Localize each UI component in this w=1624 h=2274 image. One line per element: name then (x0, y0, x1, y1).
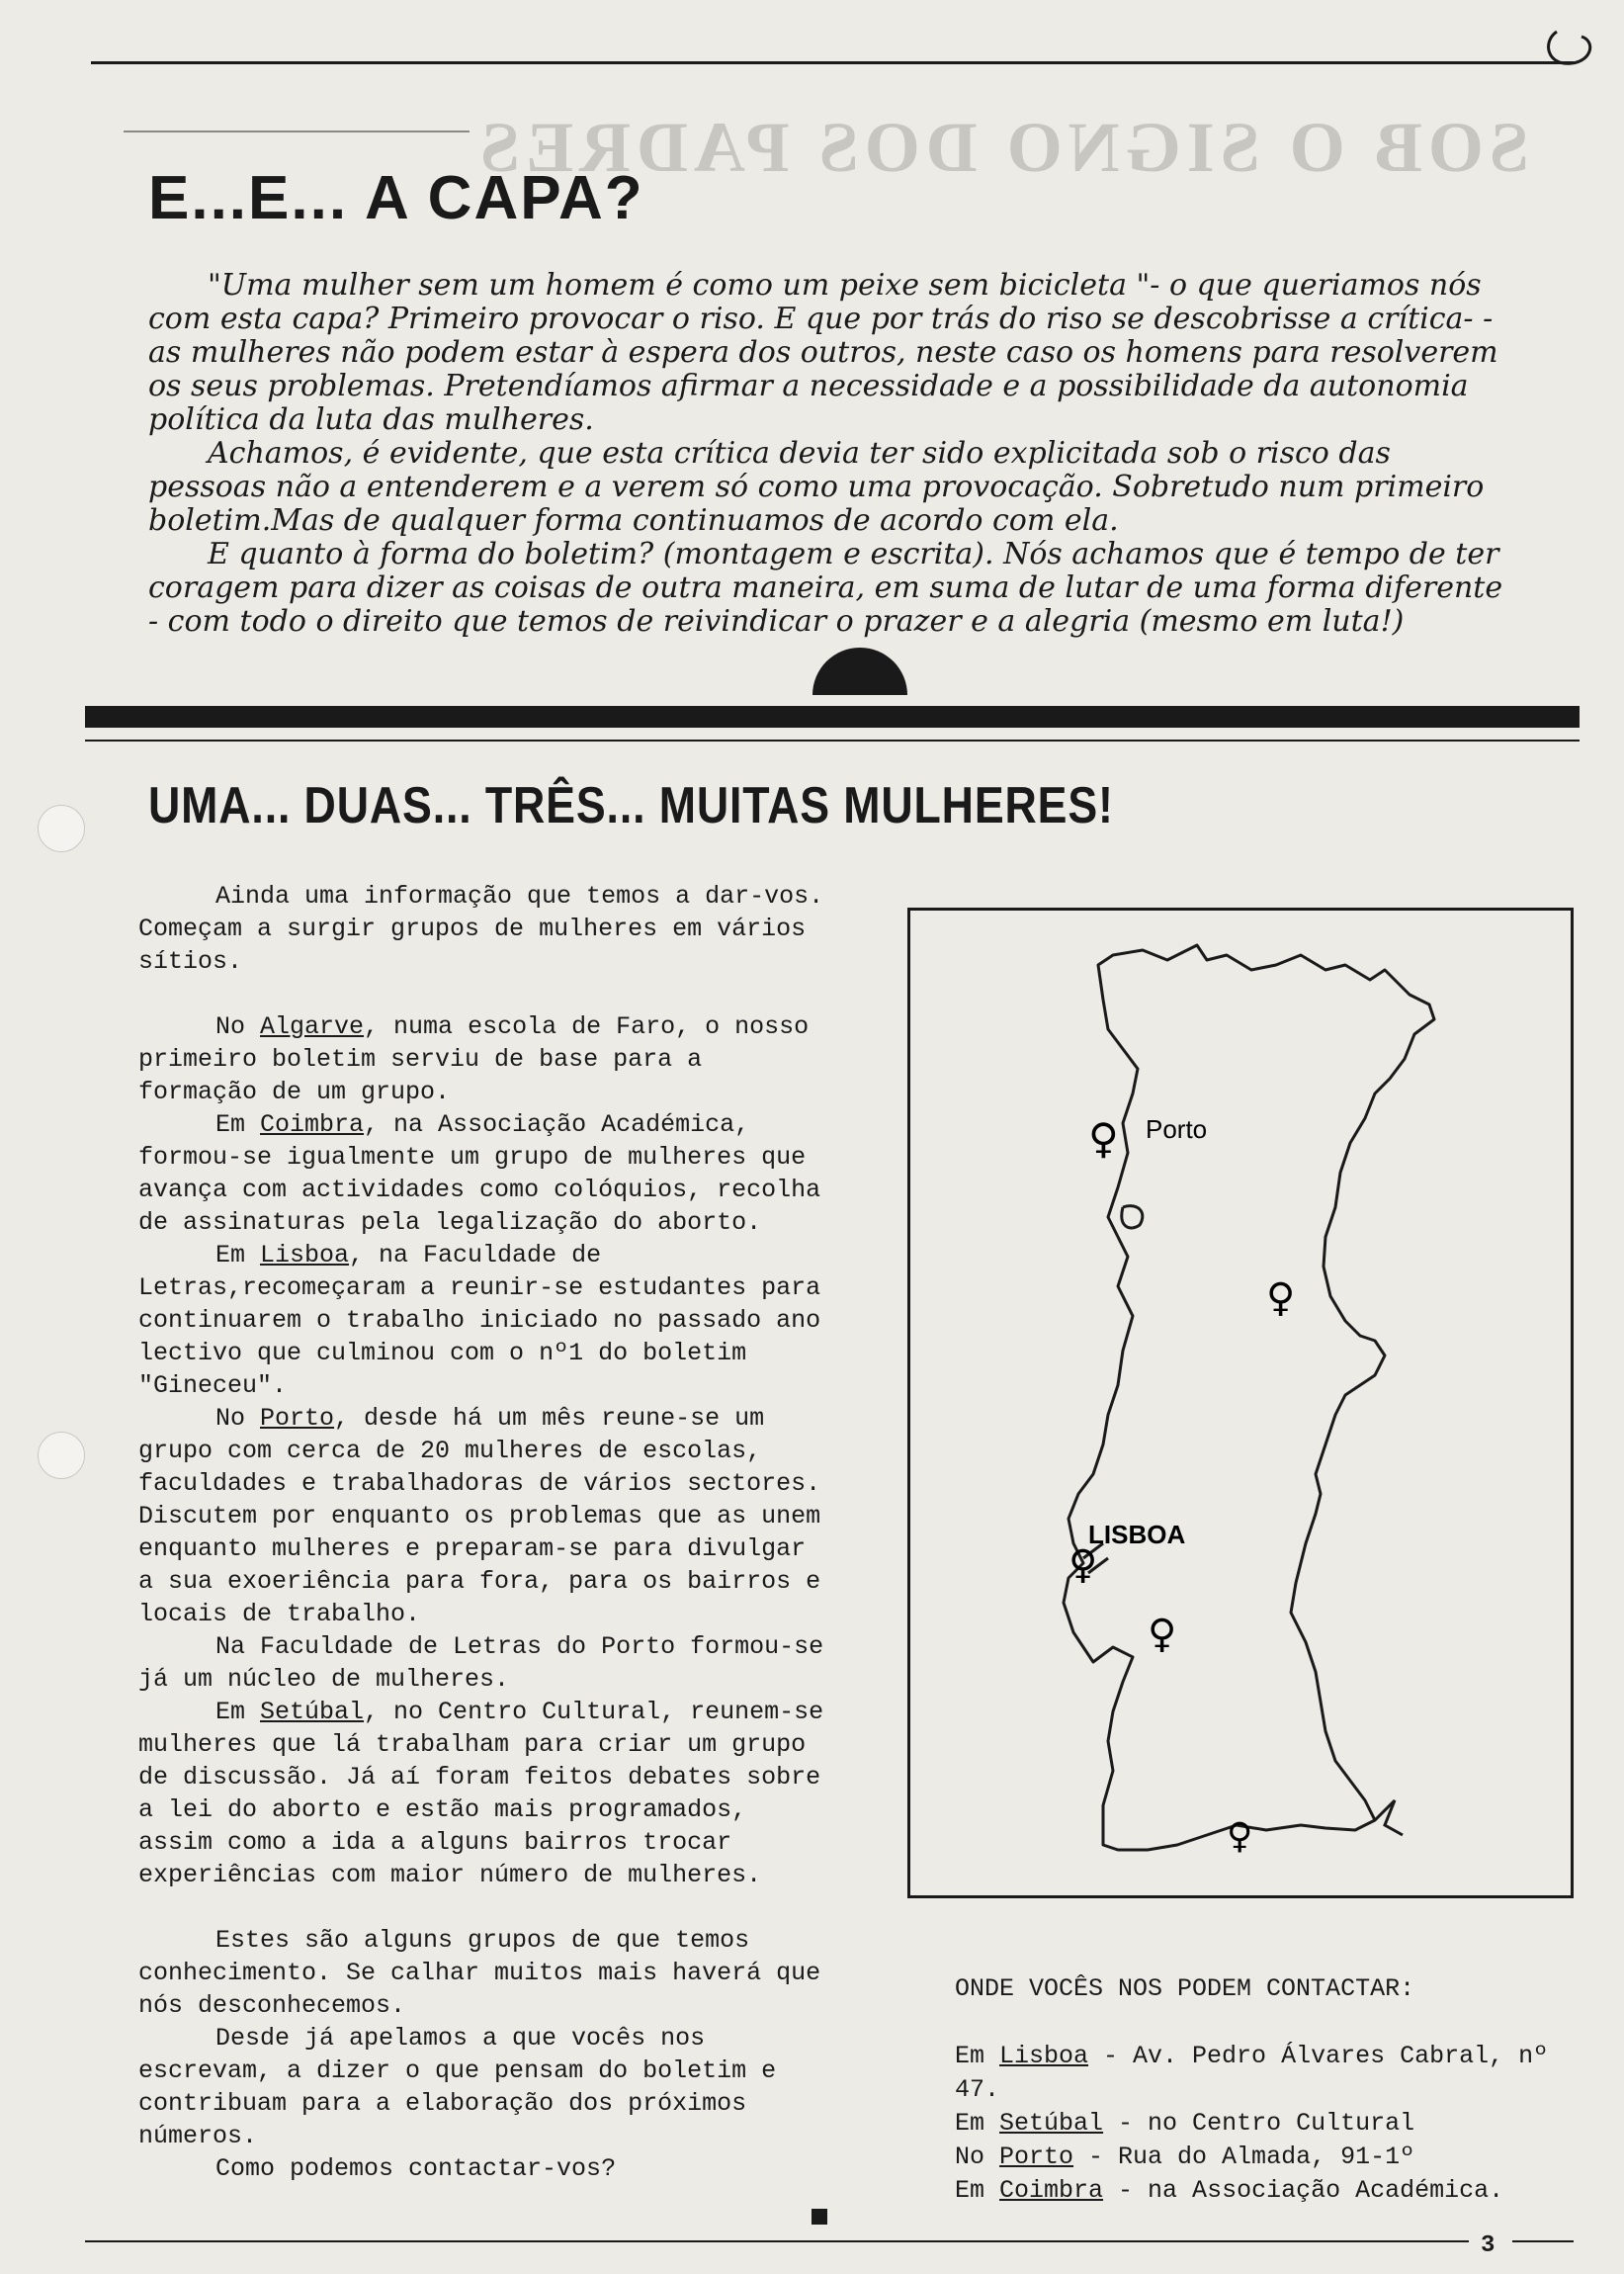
place-lisboa: Lisboa (260, 1241, 350, 1269)
muitas-paragraph: Estes são alguns grupos de que temos conhecimento. Se calhar muitos mais haverá que nós desconhecemos. (138, 1926, 821, 2020)
muitas-paragraph-question: Como podemos contactar-vos? (215, 2154, 617, 2183)
article-muitas-body (138, 880, 830, 2185)
river-mark (1375, 1800, 1403, 1835)
contact-item-coimbra: Em Coimbra - na Associação Académica. (955, 2176, 1504, 2205)
marker-interior-icon: ♀ (1266, 1275, 1296, 1321)
muitas-paragraph-coimbra: Em Coimbra, na Associação Académica, formou-se igualmente um grupo de mulheres que avança com actividades como colóquios, recolha de assinaturas pela legalização do aborto. (138, 1110, 821, 1237)
marker-algarve-icon: ♀ (1227, 1816, 1253, 1857)
map-label-lisboa: LISBOA (1088, 1520, 1186, 1549)
muitas-paragraph-algarve: No Algarve, numa escola de Faro, o nosso primeiro boletim serviu de base para a formação de um grupo. (138, 1012, 810, 1106)
bottom-rule (85, 2240, 1469, 2242)
contact-item-lisboa: Em Lisboa - Av. Pedro Álvares Cabral, nº 47. (955, 2042, 1549, 2104)
muitas-paragraph: Na Faculdade de Letras do Porto formou-se já um núcleo de mulheres. (138, 1632, 824, 1694)
muitas-paragraph-porto: No Porto, desde há um mês reune-se um grupo com cerca de 20 mulheres de escolas, faculdades e trabalhadoras de vários sectores. Discutem por enquanto os problemas que as unem enquanto mulheres e preparam-se para divulgar a sua exoeriência para fora, para os bairros e locais de trabalho. (138, 1404, 821, 1628)
portugal-outline (1064, 945, 1434, 1850)
portugal-map-box (907, 908, 1574, 1898)
thin-divider (85, 740, 1580, 742)
punch-hole (38, 805, 85, 852)
half-disc-ornament (812, 648, 907, 695)
portugal-map (910, 911, 1571, 1895)
contact-item-setubal: Em Setúbal - no Centro Cultural (955, 2109, 1415, 2138)
contacts-heading: ONDE VOCÊS NOS PODEM CONTACTAR: (955, 1974, 1415, 2003)
article-title-muitas: UMA... DUAS... TRÊS... MUITAS MULHERES! (148, 777, 1114, 834)
place-coimbra: Coimbra (260, 1110, 365, 1139)
place-porto: Porto (260, 1404, 335, 1433)
article-capa-body (148, 269, 1512, 639)
top-rule (91, 61, 1574, 64)
capa-paragraph: E quanto à forma do boletim? (montagem e escrita). Nós achamos que é tempo de ter coragem para dizer as coisas de outra maneira, em suma de lutar de uma forma diferente - com todo o direito que temos de reivindicar o prazer e a alegria (mesmo em luta!) (148, 537, 1503, 639)
coast-inlet (1122, 1206, 1143, 1228)
punch-hole (38, 1432, 85, 1479)
page-number: 3 (1481, 2232, 1496, 2259)
capa-paragraph: Achamos, é evidente, que esta crítica devia ter sido explicitada sob o risco das pessoas não a entenderem e a verem só como uma provocação. Sobretudo num primeiro boletim.Mas de qualquer forma continuamos de acordo com ela. (148, 436, 1485, 538)
bottom-rule-right (1512, 2240, 1574, 2242)
bleed-through-header: SOB O SIGNO DOS PADRES (474, 108, 1529, 187)
capa-paragraph: "Uma mulher sem um homem é como um peixe sem bicicleta "- o que queriamos nós com esta capa? Primeiro provocar o riso. E que por trás do riso se descobrisse a crítica- - as mulheres não podem estar à espera dos outros, neste caso os homens para resolverem os seus problemas. Pretendíamos afirmar a necessidade e a possibilidade da autonomia política da luta das mulheres. (148, 268, 1498, 437)
contacts-block (870, 1972, 1601, 2208)
muitas-paragraph: Ainda uma informação que temos a dar-vos. Começam a surgir grupos de mulheres em vários sítios. (138, 882, 824, 976)
marker-porto-icon: ♀ (1088, 1114, 1119, 1163)
place-algarve: Algarve (260, 1012, 365, 1041)
pen-scribble-mark (1537, 22, 1606, 81)
muitas-paragraph: Desde já apelamos a que vocês nos escrevam, a dizer o que pensam do boletim e contribuam para a elaboração dos próximos números. (138, 2024, 777, 2150)
marker-setubal-icon: ♀ (1148, 1612, 1177, 1657)
map-label-porto: Porto (1146, 1114, 1208, 1144)
muitas-paragraph-lisboa: Em Lisboa, na Faculdade de Letras,recomeçaram a reunir-se estudantes para continuarem o trabalho iniciado no passado ano lectivo que culminou com o nº1 do boletim "Gineceu". (138, 1241, 821, 1400)
article-title-capa: E...E... A CAPA? (148, 164, 644, 232)
muitas-paragraph-setubal: Em Setúbal, no Centro Cultural, reunem-se mulheres que lá trabalham para criar um grupo de discussão. Já aí foram feitos debates sobre a lei do aborto e estão mais programados, assim como a ida a alguns bairros trocar experiências com maior número de mulheres. (138, 1698, 824, 1889)
thick-divider (85, 706, 1580, 728)
header-thin-rule (124, 131, 470, 132)
place-setubal: Setúbal (260, 1698, 365, 1726)
contact-item-porto: No Porto - Rua do Almada, 91-1º (955, 2143, 1415, 2171)
marker-lisboa-icon: ♀ (1068, 1542, 1098, 1588)
square-bullet (812, 2209, 827, 2225)
